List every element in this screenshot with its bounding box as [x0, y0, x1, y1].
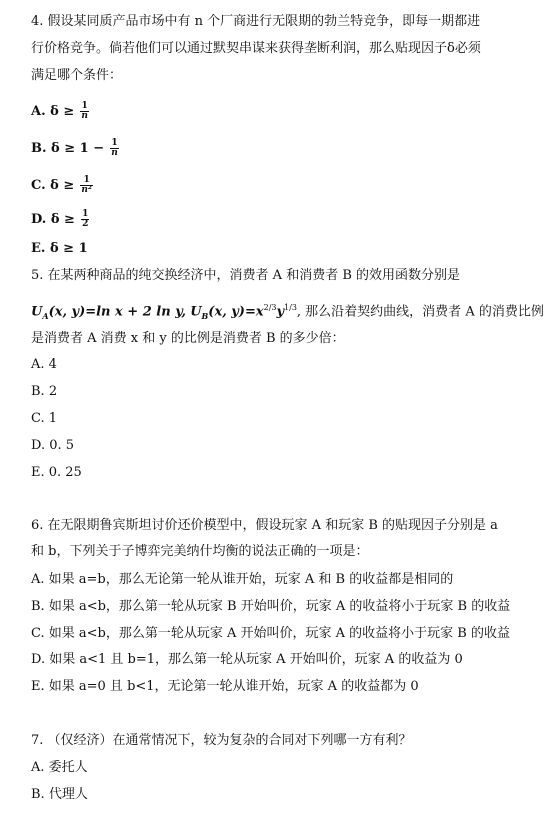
- q4-option-c-label: C. δ ≥: [31, 178, 75, 193]
- q4-option-b-den: n: [111, 148, 118, 158]
- q4-option-d-den: 2: [82, 219, 89, 229]
- q6-option: A. 如果 a=b，那么无论第一轮从谁开始，玩家 A 和 B 的收益都是相同的: [31, 572, 454, 587]
- q4-option-d-num: 1: [82, 209, 89, 219]
- q4-option-a-label: A. δ ≥: [31, 104, 75, 119]
- q5-stem-line-2-tail: , 那么沿着契约曲线，消费者 A 的消费比例: [296, 304, 544, 320]
- q4-option-c-fraction: [80, 176, 93, 195]
- q5-ua-subscript: A: [42, 310, 49, 321]
- q5-stem-line-1: 5. 在某两种商品的纯交换经济中，消费者 A 和消费者 B 的效用函数分别是: [31, 268, 461, 283]
- q5-stem-line-2: [31, 299, 544, 325]
- q4-stem-line-2: 行价格竞争。倘若他们可以通过默契串谋来获得垄断利润，那么贴现因子δ必须: [31, 41, 481, 56]
- q5-option: A. 4: [31, 357, 57, 372]
- q5-ub-exponent-y: 1/3: [284, 303, 297, 312]
- q5-stem-line-3: 是消费者 A 消费 x 和 y 的比例是消费者 B 的多少倍：: [31, 331, 345, 346]
- q4-option-c-den: n²: [81, 185, 92, 195]
- q5-ub-exponent-x: 2/3: [263, 303, 277, 312]
- q4-option-b-label: B. δ ≥ 1 −: [31, 141, 105, 156]
- q6-option: D. 如果 a<1 且 b=1，那么第一轮从玩家 A 开始叫价，玩家 A 的收益为 0: [31, 652, 463, 667]
- q4-option-d-fraction: [81, 210, 89, 229]
- q4-option-a-den: n: [81, 111, 88, 121]
- q4-option-c: [31, 176, 93, 195]
- q5-ub-y: y: [276, 304, 285, 320]
- q5-ua-expression: (x, y)=ln x + 2 ln y,: [48, 304, 187, 320]
- q5-option: C. 1: [31, 411, 58, 426]
- q7-option: A. 委托人: [31, 760, 88, 775]
- q5-ub-subscript: B: [201, 310, 209, 321]
- q4-option-a-fraction: [80, 102, 89, 121]
- q4-option-a: [31, 102, 89, 121]
- q5-ub-symbol: U: [190, 304, 202, 320]
- q4-option-a-num: 1: [81, 101, 88, 111]
- q5-ua-symbol: U: [31, 304, 43, 320]
- q7-stem: 7. （仅经济）在通常情况下，较为复杂的合同对下列哪一方有利？: [31, 733, 412, 748]
- q6-stem-line-1: 6. 在无限期鲁宾斯坦讨价还价模型中，假设玩家 A 和玩家 B 的贴现因子分别是 a: [31, 518, 498, 533]
- q4-option-b-num: 1: [111, 138, 118, 148]
- q6-option: E. 如果 a=0 且 b<1，无论第一轮从谁开始，玩家 A 的收益都为 0: [31, 679, 419, 694]
- q4-option-d: [31, 210, 89, 229]
- q4-option-e: E. δ ≥ 1: [31, 241, 88, 256]
- q7-option: B. 代理人: [31, 787, 88, 802]
- q4-option-c-num: 1: [80, 176, 93, 186]
- q6-option: C. 如果 a<b，那么第一轮从玩家 A 开始叫价，玩家 A 的收益将小于玩家 B 的收益: [31, 626, 510, 641]
- q4-option-b: [31, 139, 119, 158]
- q6-option: B. 如果 a<b，那么第一轮从玩家 B 开始叫价，玩家 A 的收益将小于玩家 B 的收益: [31, 599, 511, 614]
- q5-option: E. 0. 25: [31, 465, 82, 480]
- q5-ub-expression: (x, y)=x: [208, 304, 264, 320]
- q5-option: D. 0. 5: [31, 438, 75, 453]
- q4-option-d-label: D. δ ≥: [31, 212, 75, 227]
- q5-option: B. 2: [31, 384, 58, 399]
- q4-option-b-fraction: [110, 139, 119, 158]
- q4-stem-line-1: 4. 假设某同质产品市场中有 n 个厂商进行无限期的勃兰特竞争，即每一期都进: [31, 14, 481, 29]
- q4-stem-line-3: 满足哪个条件：: [31, 68, 123, 83]
- q6-stem-line-2: 和 b，下列关于子博弈完美纳什均衡的说法正确的一项是：: [31, 544, 369, 559]
